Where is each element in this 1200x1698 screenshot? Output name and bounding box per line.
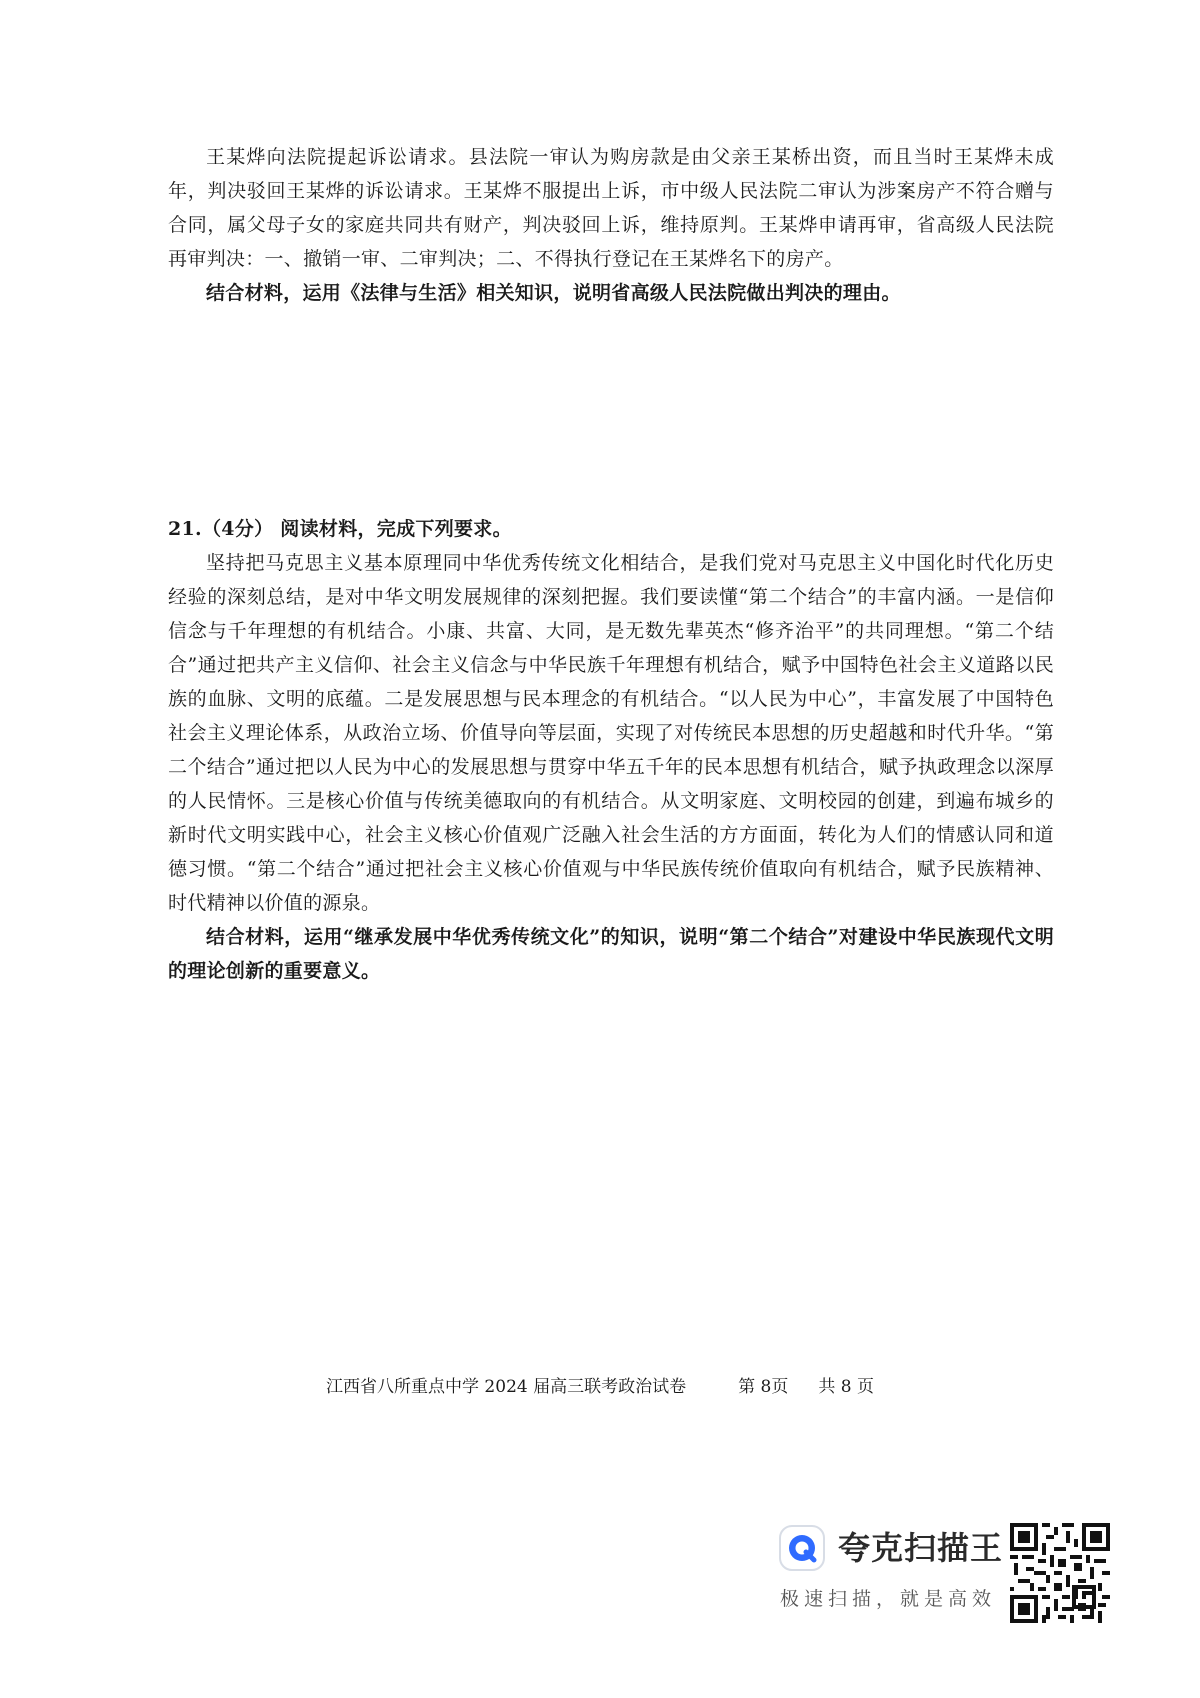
question-20-block [168, 140, 1054, 310]
question-21-task: 结合材料，运用“继承发展中华优秀传统文化”的知识，说明“第二个结合”对建设中华民族现代文明的理论创新的重要意义。 [168, 926, 1054, 982]
page-footer [0, 1372, 1200, 1397]
question-21-heading: 21.（4分） 阅读材料，完成下列要求。 [168, 518, 512, 540]
quark-logo-icon [778, 1524, 826, 1572]
footer-page-number: 第 8页 [738, 1377, 789, 1397]
question-20-task: 结合材料，运用《法律与生活》相关知识，说明省高级人民法院做出判决的理由。 [206, 282, 901, 304]
question-20-material: 王某烨向法院提起诉讼请求。县法院一审认为购房款是由父亲王某桥出资，而且当时王某烨未成年，判决驳回王某烨的诉讼请求。王某烨不服提出上诉，市中级人民法院二审认为涉案房产不符合赠与合同，属父母子女的家庭共同共有财产，判决驳回上诉，维持原判。王某烨申请再审，省高级人民法院再审判决：一、撤销一审、二审判决；二、不得执行登记在王某烨名下的房产。 [168, 146, 1054, 270]
question-21-block [168, 512, 1054, 988]
footer-total-pages: 共 8 页 [818, 1377, 874, 1397]
question-21-material: 坚持把马克思主义基本原理同中华优秀传统文化相结合，是我们党对马克思主义中国化时代化历史经验的深刻总结，是对中华文明发展规律的深刻把握。我们要读懂“第二个结合”的丰富内涵。一是信仰信念与千年理想的有机结合。小康、共富、大同，是无数先辈英杰“修齐治平”的共同理想。“第二个结合”通过把共产主义信仰、社会主义信念与中华民族千年理想有机结合，赋予中国特色社会主义道路以民族的血脉、文明的底蕴。二是发展思想与民本理念的有机结合。“以人民为中心”，丰富发展了中国特色社会主义理论体系，从政治立场、价值导向等层面，实现了对传统民本思想的历史超越和时代升华。“第二个结合”通过把以人民为中心的发展思想与贯穿中华五千年的民本思想有机结合，赋予执政理念以深厚的人民情怀。三是核心价值与传统美德取向的有机结合。从文明家庭、文明校园的创建，到遍布城乡的新时代文明实践中心，社会主义核心价值观广泛融入社会生活的方方面面，转化为人们的情感认同和道德习惯。“第二个结合”通过把社会主义核心价值观与中华民族传统价值取向有机结合，赋予民族精神、时代精神以价值的源泉。 [168, 552, 1054, 914]
watermark-brand: 夸克扫描王 [838, 1529, 1004, 1567]
footer-exam-title: 江西省八所重点中学 2024 届高三联考政治试卷 [326, 1377, 687, 1397]
qr-code-icon [1010, 1523, 1110, 1623]
watermark-slogan: 极速扫描，就是高效 [780, 1588, 997, 1610]
